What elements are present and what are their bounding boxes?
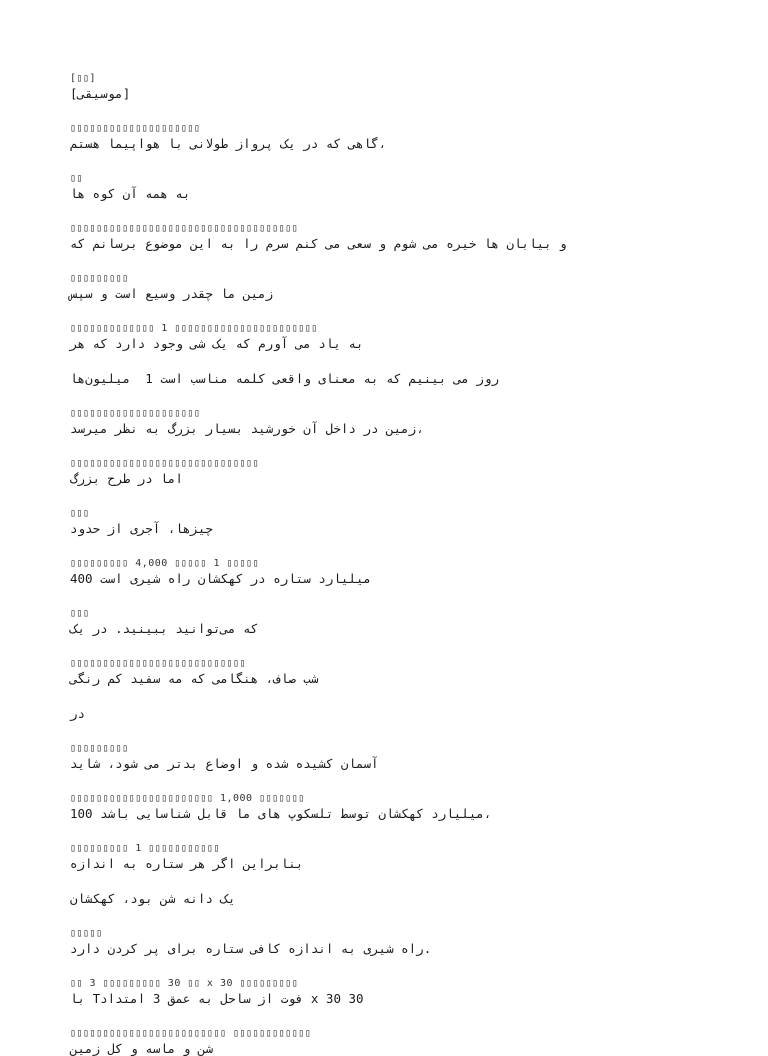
line-gap <box>70 721 710 741</box>
line-gap <box>70 821 710 841</box>
subtitle-text-line: میلیارد کهکشان توسط تلسکوپ های ما قابل شناسایی باشد 100، <box>70 806 492 821</box>
missing-glyph-line: [▯▯] <box>70 73 97 84</box>
subtitle-text-line: روز می بینیم که به معنای واقعی کلمه مناسب است 1 میلیون‌ها <box>70 371 499 386</box>
line-gap <box>70 151 710 171</box>
missing-glyph-line: ▯▯▯▯▯▯▯▯▯▯▯▯▯▯▯▯▯▯▯▯▯▯▯▯ ▯▯▯▯▯▯▯▯▯▯▯▯ <box>70 1028 312 1039</box>
line-gap <box>70 686 710 706</box>
missing-glyph-line: ▯▯▯▯▯▯▯▯▯ <box>70 743 129 754</box>
line-gap <box>70 871 710 891</box>
line-gap <box>70 301 710 321</box>
subtitle-text-line: که می‌توانید ببینید. در یک <box>70 621 259 636</box>
line-gap <box>70 436 710 456</box>
subtitle-text-line: یک دانه شن بود، کهکشان <box>70 891 236 906</box>
line-gap <box>70 486 710 506</box>
line-gap <box>70 906 710 926</box>
missing-glyph-line: ▯▯▯▯▯▯▯▯▯▯▯▯▯ 1 ▯▯▯▯▯▯▯▯▯▯▯▯▯▯▯▯▯▯▯▯▯▯ <box>70 323 318 334</box>
line-gap <box>70 351 710 371</box>
line-gap <box>70 251 710 271</box>
subtitle-text-line: و بیابان ها خیره می شوم و سعی می کنم سرم را به این موضوع برسانم که <box>70 236 567 251</box>
subtitle-text-line: بنابراین اگر هر ستاره به اندازه <box>70 856 304 871</box>
subtitle-document <box>70 71 710 1056</box>
subtitle-text-line: چیزها، آجری از حدود <box>70 521 213 536</box>
subtitle-text-line: [موسیقی] <box>70 86 131 101</box>
line-gap <box>70 956 710 976</box>
line-gap <box>70 771 710 791</box>
line-gap <box>70 536 710 556</box>
missing-glyph-line: ▯▯▯▯▯▯▯▯▯▯▯▯▯▯▯▯▯▯▯▯▯▯ 1,000 ▯▯▯▯▯▯▯ <box>70 793 305 804</box>
line-gap <box>70 386 710 406</box>
missing-glyph-line: ▯▯▯ <box>70 608 90 619</box>
subtitle-text-line: میلیارد ستاره در کهکشان راه شیری است 400 <box>70 571 372 586</box>
subtitle-text-line: به یاد می آورم که یک شی وجود دارد که هر <box>70 336 364 351</box>
line-gap <box>70 101 710 121</box>
missing-glyph-line: ▯▯▯▯▯▯▯▯▯▯▯▯▯▯▯▯▯▯▯▯ <box>70 408 201 419</box>
subtitle-text-line: اما در طرح بزرگ <box>70 471 183 486</box>
subtitle-text-line: با Tفوت از ساحل به عمق 3 امتداد x 30 30 <box>70 991 364 1006</box>
line-gap <box>70 586 710 606</box>
subtitle-text-line: گاهی که در یک پرواز طولانی با هواپیما هستم، <box>70 136 387 151</box>
missing-glyph-line: ▯▯▯ <box>70 508 90 519</box>
missing-glyph-line: ▯▯▯▯▯▯▯▯▯▯▯▯▯▯▯▯▯▯▯▯▯▯▯▯▯▯▯▯▯ <box>70 458 260 469</box>
subtitle-text-line: در <box>70 706 86 721</box>
subtitle-text-line: راه شیری به اندازه کافی ستاره برای پر کردن دارد. <box>70 941 432 956</box>
missing-glyph-line: ▯▯▯▯▯▯▯▯▯▯▯▯▯▯▯▯▯▯▯▯▯▯▯▯▯▯▯ <box>70 658 247 669</box>
subtitle-text-line: زمین ما چقدر وسیع است و سپس <box>70 286 274 301</box>
missing-glyph-line: ▯▯▯▯▯▯▯▯▯ 4,000 ▯▯▯▯▯ 1 ▯▯▯▯▯ <box>70 558 260 569</box>
subtitle-text-line: به همه آن کوه ها <box>70 186 191 201</box>
missing-glyph-line: ▯▯▯▯▯▯▯▯▯▯▯▯▯▯▯▯▯▯▯▯▯▯▯▯▯▯▯▯▯▯▯▯▯▯▯ <box>70 223 299 234</box>
missing-glyph-line: ▯▯ 3 ▯▯▯▯▯▯▯▯▯ 30 ▯▯ x 30 ▯▯▯▯▯▯▯▯▯ <box>70 978 299 989</box>
line-gap <box>70 636 710 656</box>
subtitle-text-line: آسمان کشیده شده و اوضاع بدتر می شود، شاید <box>70 756 379 771</box>
missing-glyph-line: ▯▯▯▯▯▯▯▯▯ <box>70 273 129 284</box>
missing-glyph-line: ▯▯ <box>70 173 84 184</box>
subtitle-text-line: شب صاف، هنگامی که مه سفید کم رنگی <box>70 671 319 686</box>
missing-glyph-line: ▯▯▯▯▯ <box>70 928 103 939</box>
missing-glyph-line: ▯▯▯▯▯▯▯▯▯▯▯▯▯▯▯▯▯▯▯▯ <box>70 123 201 134</box>
line-gap <box>70 1006 710 1026</box>
subtitle-text-line: زمین در داخل آن خورشید بسیار بزرگ به نظر میرسد، <box>70 421 424 436</box>
missing-glyph-line: ▯▯▯▯▯▯▯▯▯ 1 ▯▯▯▯▯▯▯▯▯▯▯ <box>70 843 220 854</box>
line-gap <box>70 201 710 221</box>
subtitle-text-line: شن و ماسه و کل زمین <box>70 1041 213 1056</box>
